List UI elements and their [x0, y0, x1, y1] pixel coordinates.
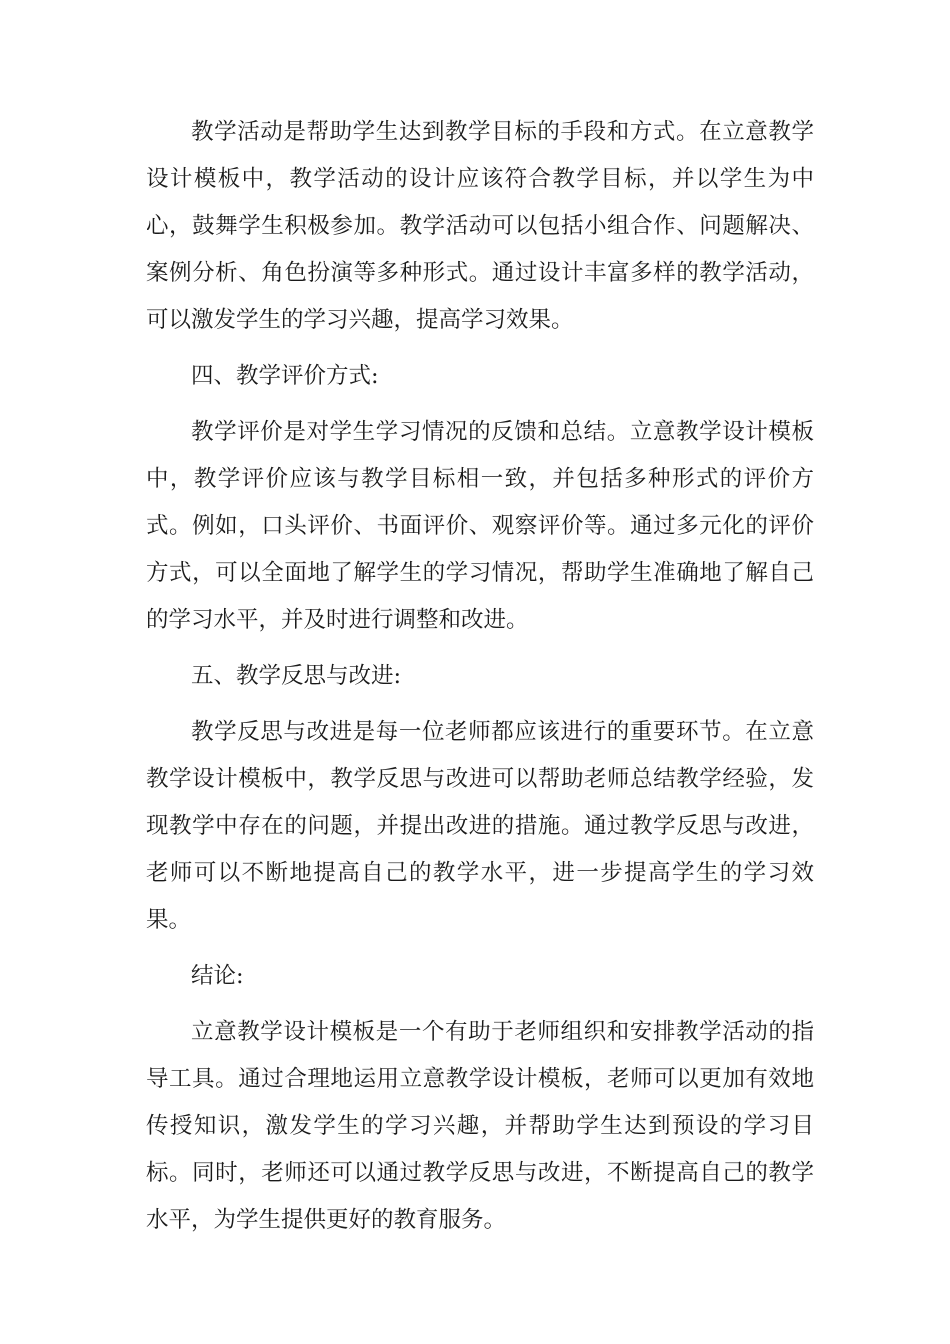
paragraph-conclusion: 立意教学设计模板是一个有助于老师组织和安排教学活动的指导工具。通过合理地运用立意教学设计模板，老师可以更加有效地传授知识，激发学生的学习兴趣，并帮助学生达到预设的学习目标。同时，老师还可以通过教学反思与改进，不断提高自己的教学水平，为学生提供更好的教育服务。 — [146, 1019, 814, 1233]
document-body — [146, 109, 814, 1244]
paragraph-teaching-activities: 教学活动是帮助学生达到教学目标的手段和方式。在立意教学设计模板中，教学活动的设计应该符合教学目标，并以学生为中心，鼓舞学生积极参加。教学活动可以包括小组合作、问题解决、案例分析、角色扮演等多种形式。通过设计丰富多样的教学活动，可以激发学生的学习兴趣，提高学习效果。 — [146, 119, 814, 333]
paragraph-reflection: 教学反思与改进是每一位老师都应该进行的重要环节。在立意教学设计模板中，教学反思与改进可以帮助老师总结教学经验，发现教学中存在的问题，并提出改进的措施。通过教学反思与改进，老师可以不断地提高自己的教学水平，进一步提高学生的学习效果。 — [146, 719, 814, 933]
heading-reflection-improvement: 五、教学反思与改进: — [191, 663, 402, 689]
paragraph-evaluation: 教学评价是对学生学习情况的反馈和总结。立意教学设计模板中，教学评价应该与教学目标相一致，并包括多种形式的评价方式。例如，口头评价、书面评价、观察评价等。通过多元化的评价方式，可以全面地了解学生的学习情况，帮助学生准确地了解自己的学习水平，并及时进行调整和改进。 — [146, 419, 814, 633]
heading-evaluation-methods: 四、教学评价方式: — [191, 363, 379, 389]
heading-conclusion: 结论: — [191, 963, 244, 989]
